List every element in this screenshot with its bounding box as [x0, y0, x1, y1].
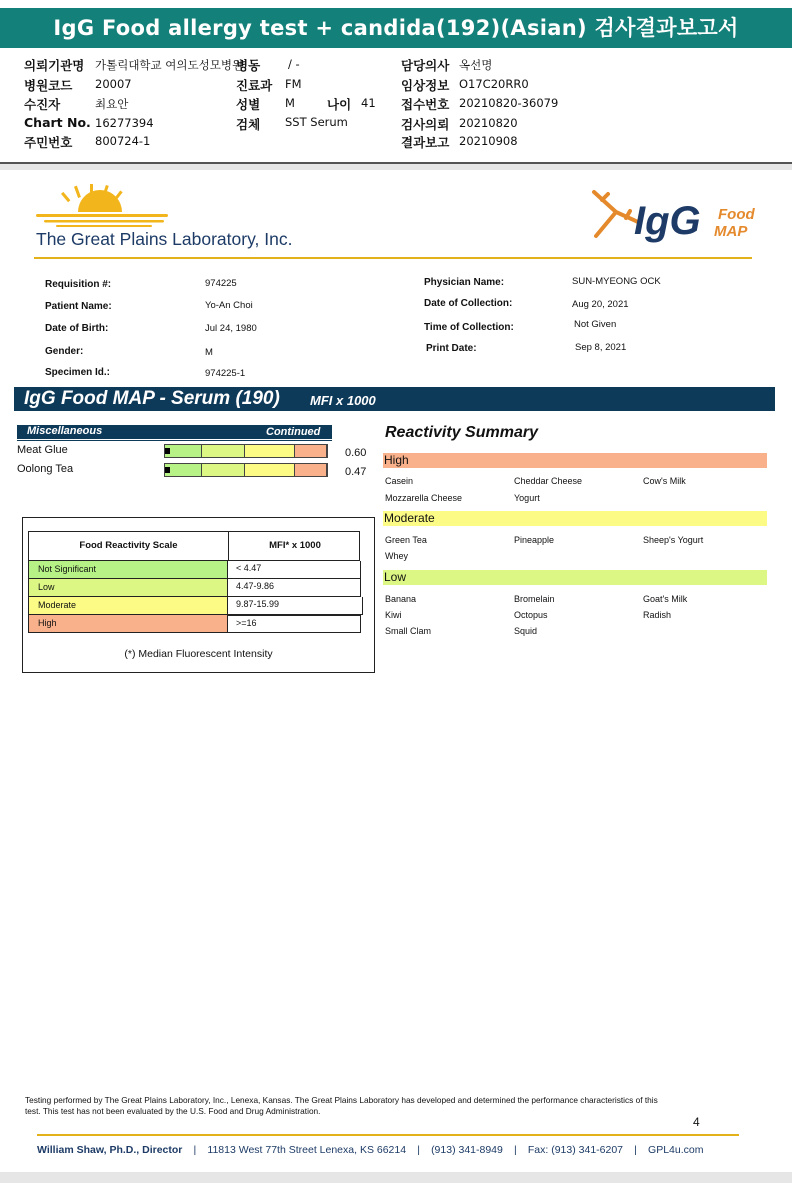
receipt-no-value: 20210820-36079 — [459, 96, 559, 110]
footer-contact: William Shaw, Ph.D., Director | 11813 West 77th Street Lenexa, KS 66214 | (913) 341-8949 | Fax: (913) 341-6207 | GPL4u.com — [37, 1144, 704, 1156]
request-date-value: 20210820 — [459, 116, 518, 130]
scale-level: High — [28, 615, 228, 633]
summary-item: Squid — [514, 626, 538, 636]
rrn-value: 800724-1 — [95, 134, 151, 148]
summary-band-high: High — [383, 453, 767, 468]
age-value: 41 — [361, 96, 376, 110]
page-gap-band — [0, 164, 792, 170]
summary-item: Kiwi — [385, 610, 402, 620]
category-underline — [17, 440, 332, 441]
lab-name: The Great Plains Laboratory, Inc. — [36, 229, 293, 249]
gender-value: M — [205, 347, 213, 358]
specimen-label: Specimen Id.: — [45, 367, 111, 378]
section-unit: MFI x 1000 — [310, 393, 376, 408]
specimen-label-kr: 검체 — [236, 117, 261, 132]
summary-item: Small Clam — [385, 626, 432, 636]
scale-level: Low — [28, 579, 228, 597]
scale-header-label: Food Reactivity Scale — [29, 532, 229, 560]
summary-item: Banana — [385, 594, 417, 604]
disclaimer: Testing performed by The Great Plains Laboratory, Inc., Lenexa, Kansas. The Great Plains Laboratory has developed and determined the performance characteristics of this test. This test has not been evaluated by the U.S. Food and Drug Administration. — [25, 1095, 658, 1116]
fax: Fax: (913) 341-6207 — [527, 1144, 624, 1156]
chart-value: 16277394 — [95, 116, 154, 130]
food-name: Oolong Tea — [17, 463, 74, 475]
collection-time-value: Not Given — [574, 319, 617, 330]
summary-item: Octopus — [514, 610, 548, 620]
food-value: 0.60 — [345, 447, 367, 459]
bar-segment-high — [295, 464, 327, 476]
specimen-value-kr: SST Serum — [285, 115, 348, 129]
scale-range: >=16 — [228, 615, 361, 633]
bar-segment-moderate — [245, 464, 295, 476]
reactivity-bar — [164, 463, 328, 477]
scale-footnote: (*) Median Fluorescent Intensity — [124, 648, 273, 660]
scale-row-moderate — [28, 597, 360, 615]
category-header — [17, 425, 332, 439]
summary-item: Casein — [385, 476, 414, 486]
phone: (913) 341-8949 — [431, 1144, 503, 1156]
summary-item: Pineapple — [514, 535, 555, 545]
antibody-icon — [594, 192, 638, 236]
address: 11813 West 77th Street Lenexa, KS 66214 — [207, 1144, 407, 1156]
logo-igg-text: IgG — [634, 199, 701, 243]
category-name: Miscellaneous — [27, 425, 103, 437]
summary-item: Goat's Milk — [643, 594, 688, 604]
chart-label: Chart No. — [24, 115, 91, 130]
gender-label: Gender: — [45, 346, 84, 357]
sun-logo-icon — [34, 184, 174, 230]
summary-item: Cheddar Cheese — [514, 476, 583, 486]
reactivity-bar — [164, 444, 328, 458]
category-continued: Continued — [266, 426, 321, 438]
bar-segment-low — [202, 464, 245, 476]
clinical-info-value: O17C20RR0 — [459, 77, 529, 91]
sex-value: M — [285, 96, 295, 110]
scale-row-not-significant — [28, 561, 360, 579]
food-row-oolong-tea — [17, 463, 377, 479]
bar-segment-moderate — [245, 445, 295, 457]
report-date-label: 결과보고 — [401, 135, 450, 150]
institution-value: 가톨릭대학교 여의도성모병원 — [95, 58, 244, 72]
dob-label: Date of Birth: — [45, 323, 109, 334]
section-title: IgG Food MAP - Serum (190) — [24, 388, 280, 409]
summary-item: Bromelain — [514, 594, 555, 604]
director-name: William Shaw, Ph.D., Director — [37, 1144, 183, 1156]
rrn-label: 주민번호 — [24, 135, 73, 150]
scale-range: 9.87-15.99 — [228, 597, 363, 615]
value-marker — [165, 448, 170, 454]
patient-value-kr: 최요안 — [95, 97, 129, 111]
bar-segment-high — [295, 445, 327, 457]
department-value: FM — [285, 77, 302, 91]
summary-item: Green Tea — [385, 535, 427, 545]
summary-item: Yogurt — [514, 493, 540, 503]
igg-food-map-logo — [586, 186, 756, 244]
physician-label: Physician Name: — [424, 277, 505, 288]
patient-name-value: Yo-An Choi — [205, 300, 253, 311]
report-date-value: 20210908 — [459, 134, 518, 148]
department-label: 진료과 — [236, 78, 273, 93]
doctor-label: 담당의사 — [401, 58, 450, 73]
summary-item: Cow's Milk — [643, 476, 686, 486]
scale-header-mfi: MFI* x 1000 — [269, 540, 321, 551]
reactivity-scale-box — [22, 517, 375, 673]
scale-range: 4.47-9.86 — [228, 579, 361, 597]
website-link[interactable]: GPL4u.com — [648, 1144, 704, 1156]
dob-value: Jul 24, 1980 — [205, 323, 257, 334]
specimen-value: 974225-1 — [205, 368, 246, 379]
section-header — [14, 387, 775, 411]
bar-segment-not-significant — [165, 445, 202, 457]
patient-label-kr: 수진자 — [24, 97, 61, 112]
scale-level: Moderate — [28, 597, 228, 615]
food-value: 0.47 — [345, 466, 367, 478]
physician-value: SUN-MYEONG OCK — [572, 276, 661, 287]
logo-map-text: MAP — [714, 223, 748, 240]
requisition-value: 974225 — [205, 278, 237, 289]
page-bottom-band — [0, 1172, 792, 1183]
value-marker — [165, 467, 170, 473]
print-date-label: Print Date: — [426, 343, 477, 354]
sex-label: 성별 — [236, 97, 261, 112]
ward-label: 병동 — [236, 58, 261, 73]
footer-divider — [37, 1134, 739, 1136]
scale-range: < 4.47 — [228, 561, 361, 579]
collection-time-label: Time of Collection: — [424, 322, 514, 333]
food-name: Meat Glue — [17, 444, 68, 456]
collection-date-value: Aug 20, 2021 — [572, 299, 629, 310]
summary-item: Radish — [643, 610, 672, 620]
institution-label: 의뢰기관명 — [24, 58, 85, 73]
summary-title: Reactivity Summary — [385, 424, 538, 441]
ward-value: / - — [288, 57, 300, 71]
requisition-label: Requisition #: — [45, 279, 112, 290]
request-date-label: 검사의뢰 — [401, 117, 450, 132]
print-date-value: Sep 8, 2021 — [575, 342, 627, 353]
doctor-value: 옥선명 — [459, 58, 493, 72]
scale-row-low — [28, 579, 360, 597]
summary-band-low: Low — [383, 570, 767, 585]
receipt-no-label: 접수번호 — [401, 97, 450, 112]
gold-divider — [34, 257, 752, 259]
scale-header — [28, 531, 360, 561]
summary-item: Whey — [385, 551, 409, 561]
food-row-meat-glue — [17, 444, 377, 460]
scale-row-high — [28, 615, 360, 633]
hospital-code-label: 병원코드 — [24, 78, 73, 93]
bar-segment-low — [202, 445, 245, 457]
logo-food-text: Food — [718, 206, 755, 223]
patient-name-label: Patient Name: — [45, 301, 112, 312]
korean-info-block — [0, 52, 792, 162]
scale-level: Not Significant — [28, 561, 228, 579]
summary-band-moderate: Moderate — [383, 511, 767, 526]
collection-date-label: Date of Collection: — [424, 298, 513, 309]
summary-item: Sheep's Yogurt — [643, 535, 704, 545]
bar-segment-not-significant — [165, 464, 202, 476]
hospital-code-value: 20007 — [95, 77, 132, 91]
page-number: 4 — [693, 1115, 700, 1129]
age-label: 나이 — [327, 97, 352, 112]
clinical-info-label: 임상정보 — [401, 78, 450, 93]
summary-item: Mozzarella Cheese — [385, 493, 463, 503]
report-title: IgG Food allergy test + candida(192)(Asian) 검사결과보고서 — [0, 8, 792, 48]
